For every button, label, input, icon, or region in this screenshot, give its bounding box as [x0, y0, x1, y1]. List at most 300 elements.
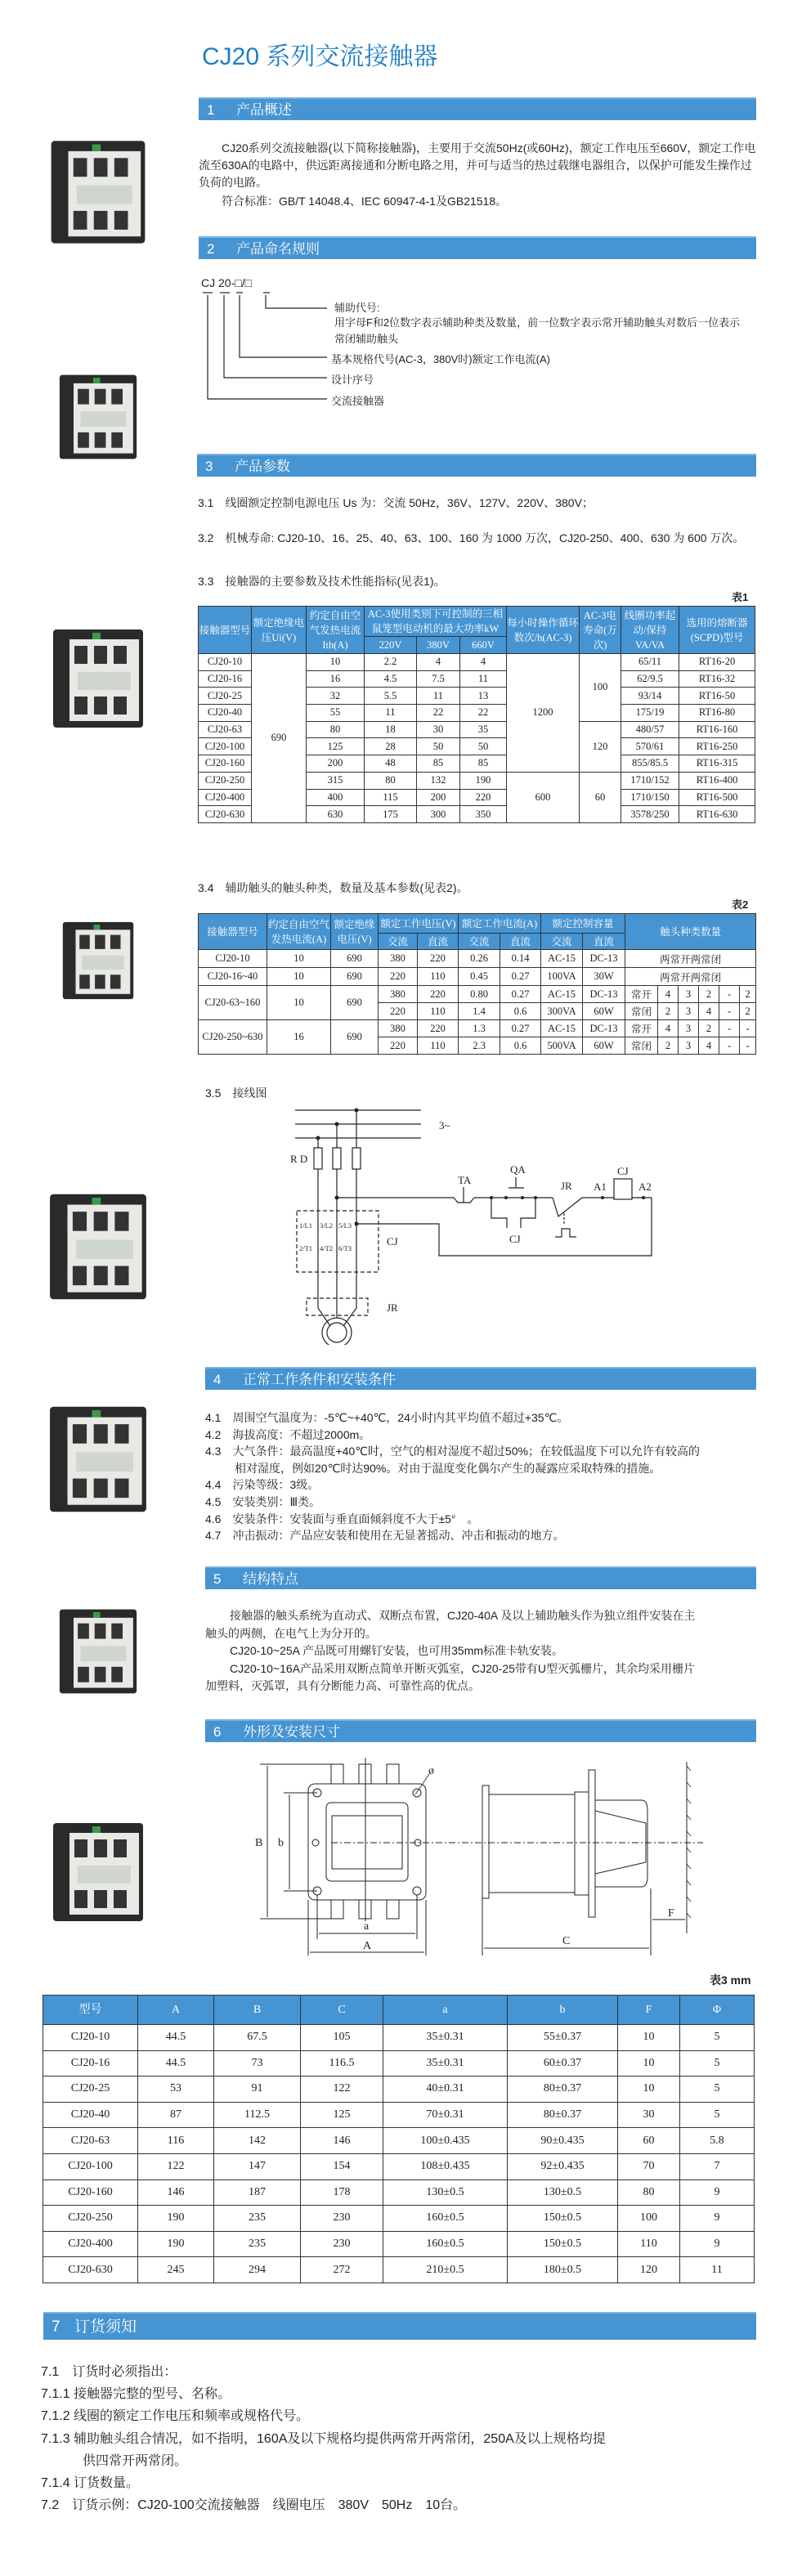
column-header: 额定绝缘电压(V)	[331, 914, 379, 950]
table-cell: 230	[301, 2206, 383, 2232]
table-cell: 30W	[583, 968, 625, 986]
table-cell: 9	[680, 2206, 755, 2232]
table-cell: CJ20-40	[199, 705, 252, 722]
table-cell: RT16-500	[679, 789, 755, 806]
naming-design: 设计序号	[331, 374, 374, 386]
table-cell: 690	[331, 950, 379, 968]
table-cell: CJ20-160	[199, 755, 252, 773]
table-cell: 1710/152	[621, 772, 679, 789]
table-cell: 0.6	[500, 1003, 541, 1020]
table-cell: 3	[679, 986, 699, 1003]
table-cell: 4.5	[365, 670, 417, 688]
section-title: 正常工作条件和安装条件	[243, 1372, 396, 1387]
column-header: 约定自由空气发热电流Ith(A)	[307, 607, 365, 654]
supply-label: 3~	[439, 1119, 450, 1131]
table-row	[199, 654, 755, 671]
table-cell: CJ20-10	[199, 654, 252, 671]
param-item: 3.5 接线图	[205, 1086, 267, 1100]
table-cell: 两常开两常闭	[625, 968, 756, 986]
product-photo	[41, 1815, 155, 1929]
table-cell: 146	[301, 2128, 383, 2154]
table-cell: 160±0.5	[383, 2206, 508, 2232]
naming-rating: 基本规格代号(AC-3，380V时)额定工作电流(A)	[331, 353, 550, 365]
table-cell: 570/61	[621, 738, 679, 755]
terminal-label: 2/T1	[299, 1244, 313, 1252]
column-header: 接触器型号	[199, 914, 267, 950]
table-cell: 178	[301, 2180, 383, 2206]
section-number: 7	[52, 2318, 60, 2336]
column-header: 线圈功率起动/保持VA/VA	[621, 607, 679, 654]
table-cell: 44.5	[138, 2025, 214, 2051]
model-code: CJ 20-□/□	[201, 276, 253, 289]
table-cell: 2.3	[459, 1037, 500, 1055]
table-cell: 1.4	[459, 1003, 500, 1020]
condition-item: 4.6 安装条件：安装面与垂直面倾斜度不大于±5° 。	[205, 1512, 479, 1525]
relay-box-label: JR	[387, 1301, 398, 1314]
column-header: 直流	[418, 934, 459, 950]
table-cell: 16	[307, 670, 365, 688]
structure-line: 触头的两侧，在电气上为分开的。	[205, 1626, 377, 1640]
table-cell: 122	[301, 2076, 383, 2103]
table-cell: 230	[301, 2231, 383, 2257]
table-cell: 690	[331, 986, 379, 1020]
table-cell: 190	[138, 2206, 214, 2232]
table-cell: 60	[618, 2128, 680, 2154]
table-cell: 690	[331, 1020, 379, 1055]
table-cell: 73	[214, 2050, 301, 2076]
dim-b: b	[278, 1837, 284, 1849]
table-cell: 0.27	[500, 986, 541, 1003]
table-cell: 22	[460, 705, 507, 722]
table-cell: 5.5	[365, 688, 417, 705]
table-cell: CJ20-16~40	[199, 968, 267, 986]
table-cell: CJ20-10	[43, 2025, 138, 2051]
terminal-label: 1/L1	[299, 1221, 313, 1230]
table-cell: 60	[580, 772, 621, 822]
column-header: 每小时操作循环数次/h(AC-3)	[507, 607, 580, 654]
table-cell: 150±0.5	[508, 2231, 618, 2257]
contactor-label: CJ	[387, 1235, 398, 1248]
table-cell: 0.45	[459, 968, 500, 986]
table-row	[43, 2231, 755, 2257]
table-cell: CJ20-160	[43, 2180, 138, 2206]
table-row	[43, 2206, 755, 2232]
table-cell: 92±0.435	[508, 2153, 618, 2180]
structure-line: 加塑料，灭弧罩，具有分断能力高、可靠性高的优点。	[205, 1679, 480, 1692]
table-cell: 294	[214, 2257, 301, 2283]
table-cell: 200	[417, 789, 460, 806]
table-cell: 85	[460, 755, 507, 773]
naming-type: 交流接触器	[331, 395, 385, 407]
ordering-item: 7.1.2 线圈的额定工作电压和频率或规格代号。	[41, 2409, 310, 2424]
table-cell: CJ20-400	[199, 789, 252, 806]
table-cell: RT16-315	[679, 755, 755, 773]
section-header-structure	[205, 1566, 756, 1589]
param-item: 3.4 辅助触头的触头种类，数量及基本参数(见表2)。	[198, 881, 468, 894]
condition-item: 4.3 大气条件：最高温度+40℃时，空气的相对湿度不超过50%；在较低温度下可以允许有较高的	[205, 1445, 700, 1458]
table-cell: 245	[138, 2257, 214, 2283]
table-cell: RT16-20	[679, 654, 755, 671]
product-photo	[41, 916, 155, 1006]
table-cell: 100	[580, 654, 621, 722]
section-header-overview	[199, 97, 756, 120]
section-title: 结构特点	[243, 1571, 298, 1587]
table-cell: CJ20-16	[43, 2050, 138, 2076]
table-cell: 80	[365, 772, 417, 789]
ordering-list	[41, 2361, 756, 2516]
section-title: 外形及安装尺寸	[243, 1724, 340, 1740]
table-cell: 2	[699, 1020, 719, 1037]
param-item: 3.1 线圈额定控制电源电压 Us 为：交流 50Hz，36V、127V、220V、380V；	[198, 496, 594, 509]
structure-line: 接触器的触头系统为直动式、双断点布置，CJ20-40A 及以上辅助触头作为独立组件安装在主	[230, 1609, 696, 1622]
relay-label: JR	[561, 1180, 572, 1192]
table-cell: CJ20-630	[199, 806, 252, 823]
table-cell: CJ20-25	[43, 2076, 138, 2103]
condition-item: 4.7 冲击振动：产品应安装和使用在无显著摇动、冲击和振动的地方。	[205, 1529, 565, 1543]
table-cell: 10	[267, 950, 331, 968]
table-cell: 0.26	[459, 950, 500, 968]
table-cell: 10	[307, 654, 365, 671]
wiring-diagram	[278, 1100, 662, 1345]
structure-text	[205, 1607, 756, 1696]
column-header: 额定工作电流(A)	[459, 914, 541, 934]
table-cell: 600	[507, 772, 580, 822]
table-row	[43, 2153, 755, 2180]
dim-C: C	[562, 1935, 571, 1947]
table-cell: 80±0.37	[508, 2076, 618, 2103]
table-cell: 142	[214, 2128, 301, 2154]
stop-button-label: TA	[458, 1174, 472, 1186]
column-header: 380V	[417, 637, 460, 654]
table-cell: 175/19	[621, 705, 679, 722]
table-cell: DC-13	[583, 950, 625, 968]
column-header: 额定工作电压(V)	[379, 914, 459, 934]
table-cell: 5	[680, 2050, 755, 2076]
table3-dimensions	[43, 1995, 755, 2283]
table-cell: 70±0.31	[383, 2102, 508, 2128]
table-cell: 125	[301, 2102, 383, 2128]
column-header: B	[214, 1996, 301, 2025]
table-cell: 187	[214, 2180, 301, 2206]
table-header-row	[199, 607, 755, 637]
table-cell: 60W	[583, 1003, 625, 1020]
table-cell: 5	[680, 2025, 755, 2051]
ordering-item: 7.2 订货示例：CJ20-100交流接触器 线圈电压 380V 50Hz 10台。	[41, 2498, 467, 2513]
condition-item: 4.5 安装类别：Ⅲ类。	[205, 1494, 321, 1508]
table-cell: 110	[418, 1003, 459, 1020]
ordering-item: 7.1.1 接触器完整的型号、名称。	[41, 2387, 231, 2402]
table-cell: CJ20-400	[43, 2231, 138, 2257]
table-cell: 2	[658, 1003, 679, 1020]
column-header: 660V	[460, 637, 507, 654]
table-cell: 190	[138, 2231, 214, 2257]
table-cell: CJ20-10	[199, 950, 267, 968]
table-cell: 11	[417, 688, 460, 705]
table-cell: 125	[307, 738, 365, 755]
product-photo	[41, 1398, 155, 1521]
table-cell: DC-13	[583, 986, 625, 1003]
naming-aux-desc: 常闭辅助触头	[334, 333, 399, 345]
column-header: b	[508, 1996, 618, 2025]
table-cell: 110	[418, 1037, 459, 1055]
table-cell: CJ20-100	[43, 2153, 138, 2180]
product-photo	[41, 368, 155, 466]
table-cell: 3578/250	[621, 806, 679, 823]
condition-item: 4.1 周围空气温度为：-5℃~+40℃，24小时内其平均值不超过+35℃。	[205, 1411, 569, 1424]
table-cell: 2	[658, 1037, 679, 1055]
dim-phi: ø	[428, 1765, 434, 1777]
table-cell: 146	[138, 2180, 214, 2206]
table-cell: 3	[679, 1003, 699, 1020]
table-cell: 70	[618, 2153, 680, 2180]
table-row	[199, 1020, 756, 1037]
section-number: 4	[213, 1372, 222, 1387]
page-title: CJ20 系列交流接触器	[202, 43, 438, 70]
table-cell: 180±0.5	[508, 2257, 618, 2283]
coil-label: CJ	[617, 1165, 629, 1177]
table-cell: RT16-630	[679, 806, 755, 823]
column-header: 约定自由空气发热电流(A)	[267, 914, 331, 950]
table-cell: CJ20-250~630	[199, 1020, 267, 1055]
table-row	[43, 2102, 755, 2128]
table-cell: CJ20-250	[43, 2206, 138, 2232]
table-cell: 350	[460, 806, 507, 823]
product-photo	[41, 1185, 155, 1308]
table-cell: 147	[214, 2153, 301, 2180]
table-cell: 160±0.5	[383, 2231, 508, 2257]
column-header: AC-3电寿命(万次)	[580, 607, 621, 654]
section-number: 5	[213, 1571, 222, 1587]
table-cell: 175	[365, 806, 417, 823]
table-cell: 132	[417, 772, 460, 789]
table-cell: 130±0.5	[508, 2180, 618, 2206]
table-cell: CJ20-16	[199, 670, 252, 688]
table-cell: 11	[680, 2257, 755, 2283]
coil-terminal-a2: A2	[638, 1180, 652, 1193]
table-row	[43, 2076, 755, 2103]
table-cell: 22	[417, 705, 460, 722]
table-cell: 0.27	[500, 968, 541, 986]
table-cell: 122	[138, 2153, 214, 2180]
table-cell: 2	[699, 986, 719, 1003]
section-header-naming	[199, 236, 756, 259]
table-cell: 50	[460, 738, 507, 755]
naming-aux-desc: 用字母F和2位数字表示辅助种类及数量，前一位数字表示常开辅助触头对数后一位表示	[334, 316, 741, 329]
table-cell: 4	[658, 1020, 679, 1037]
column-header: 交流	[379, 934, 418, 950]
column-header: 220V	[365, 637, 417, 654]
table-row	[199, 986, 756, 1003]
column-header: F	[618, 1996, 680, 2025]
table-cell: DC-13	[583, 1020, 625, 1037]
table-cell: 28	[365, 738, 417, 755]
table-cell: 300VA	[541, 1003, 583, 1020]
table-cell: CJ20-63	[199, 721, 252, 738]
column-header: 选用的熔断器(SCPD)型号	[679, 607, 755, 654]
section-header-params	[197, 454, 756, 477]
table-cell: 10	[267, 986, 331, 1020]
table-cell: 235	[214, 2206, 301, 2232]
table-cell: 235	[214, 2231, 301, 2257]
table-cell: 220	[418, 986, 459, 1003]
table-cell: 220	[379, 1037, 418, 1055]
start-button-label: QA	[510, 1163, 526, 1176]
table-cell: 35	[460, 721, 507, 738]
section-header-conditions	[205, 1367, 756, 1390]
section-title: 产品概述	[236, 102, 292, 118]
table-cell: 500VA	[541, 1037, 583, 1055]
table-cell: 120	[618, 2257, 680, 2283]
table-row	[43, 2180, 755, 2206]
table-row	[199, 968, 756, 986]
table-cell: AC-15	[541, 1020, 583, 1037]
table-cell: 0.80	[459, 986, 500, 1003]
table-cell: 690	[331, 968, 379, 986]
ordering-item: 供四常开两常闭。	[83, 2453, 188, 2468]
table-cell: 65/11	[621, 654, 679, 671]
table-cell: 44.5	[138, 2050, 214, 2076]
table-cell: 11	[460, 670, 507, 688]
table-cell: CJ20-250	[199, 772, 252, 789]
table-cell: CJ20-63~160	[199, 986, 267, 1020]
table-cell: RT16-250	[679, 738, 755, 755]
section-number: 3	[205, 459, 213, 474]
structure-line: CJ20-10~16A产品采用双断点简单开断灭弧室，CJ20-25带有U型灭弧栅片，其余均采用栅片	[230, 1661, 696, 1675]
table-cell: 2	[740, 986, 756, 1003]
table-cell: 16	[267, 1020, 331, 1055]
table-cell: 53	[138, 2076, 214, 2103]
table-cell: 116.5	[301, 2050, 383, 2076]
table-row	[43, 2050, 755, 2076]
table-cell: 272	[301, 2257, 383, 2283]
table-cell: 91	[214, 2076, 301, 2103]
table-row	[43, 2257, 755, 2283]
column-header: 交流	[459, 934, 500, 950]
section-title: 订货须知	[74, 2318, 137, 2336]
table-cell: 100	[618, 2206, 680, 2232]
table-cell: 7.5	[417, 670, 460, 688]
table-cell: 40±0.31	[383, 2076, 508, 2103]
table-cell: CJ20-63	[43, 2128, 138, 2154]
table-cell: CJ20-25	[199, 688, 252, 705]
table-cell: 220	[460, 789, 507, 806]
table-cell: 2.2	[365, 654, 417, 671]
section-title: 产品命名规则	[236, 241, 320, 257]
product-photo	[41, 621, 155, 736]
aux-contact-label: CJ	[509, 1233, 521, 1245]
table-cell: 两常开两常闭	[625, 950, 756, 968]
table-header-row	[43, 1996, 755, 2025]
section-header-ordering	[43, 2312, 756, 2340]
table-cell: 630	[307, 806, 365, 823]
table-cell: 380	[379, 950, 418, 968]
table-cell: 9	[680, 2180, 755, 2206]
table-cell: 380	[379, 986, 418, 1003]
table-cell: 154	[301, 2153, 383, 2180]
table-cell: 480/57	[621, 721, 679, 738]
table-cell: RT16-400	[679, 772, 755, 789]
table-cell: 1710/150	[621, 789, 679, 806]
dim-A: A	[363, 1940, 372, 1952]
naming-aux-label: 辅助代号:	[334, 302, 380, 314]
dim-B: B	[255, 1837, 263, 1849]
table-cell: 常闭	[625, 1037, 658, 1055]
table-cell: 50	[417, 738, 460, 755]
table-cell: 2	[740, 1003, 756, 1020]
table-cell: 315	[307, 772, 365, 789]
column-header: 额定控制容量	[541, 914, 625, 934]
table-cell: 60W	[583, 1037, 625, 1055]
table-cell: -	[719, 1037, 740, 1055]
table-cell: 150±0.5	[508, 2206, 618, 2232]
column-header: 直流	[500, 934, 541, 950]
table-cell: 220	[418, 1020, 459, 1037]
table-cell: 90±0.435	[508, 2128, 618, 2154]
table-cell: 62/9.5	[621, 670, 679, 688]
table-cell: 55±0.37	[508, 2025, 618, 2051]
table-cell: RT16-160	[679, 721, 755, 738]
conditions-list	[205, 1409, 756, 1544]
table-cell: 220	[418, 950, 459, 968]
table-cell: 10	[618, 2076, 680, 2103]
table1-caption: 表1	[732, 591, 749, 603]
table-cell: 5	[680, 2102, 755, 2128]
table-cell: 4	[699, 1003, 719, 1020]
terminal-label: 6/T3	[338, 1244, 352, 1252]
fuse-label: R D	[290, 1153, 308, 1165]
table-cell: 4	[460, 654, 507, 671]
section-number: 1	[207, 102, 215, 118]
table-cell: 1.3	[459, 1020, 500, 1037]
table-cell: -	[719, 1020, 740, 1037]
table-cell: -	[740, 1037, 756, 1055]
table-cell: 30	[618, 2102, 680, 2128]
table-cell: 5.8	[680, 2128, 755, 2154]
column-header: a	[383, 1996, 508, 2025]
ordering-item: 7.1.4 订货数量。	[41, 2476, 140, 2491]
table-cell: 32	[307, 688, 365, 705]
section-number: 6	[213, 1724, 222, 1740]
terminal-label: 5/L3	[338, 1221, 352, 1230]
section-title: 产品参数	[235, 459, 290, 474]
table-cell: 100±0.435	[383, 2128, 508, 2154]
table-cell: 87	[138, 2102, 214, 2128]
column-header: A	[138, 1996, 214, 2025]
table-cell: 200	[307, 755, 365, 773]
column-header: 型号	[43, 1996, 138, 2025]
table-cell: 80±0.37	[508, 2102, 618, 2128]
table-cell: 常开	[625, 1020, 658, 1037]
table-cell: 115	[365, 789, 417, 806]
table-row	[43, 2128, 755, 2154]
dimension-drawing	[245, 1758, 719, 1962]
table-cell: 855/85.5	[621, 755, 679, 773]
table-cell: 190	[460, 772, 507, 789]
product-photo	[41, 132, 155, 252]
table-row	[43, 2025, 755, 2051]
table-cell: 67.5	[214, 2025, 301, 2051]
table-cell: 220	[379, 1003, 418, 1020]
column-header: Φ	[680, 1996, 755, 2025]
table-cell: 105	[301, 2025, 383, 2051]
table-cell: 0.6	[500, 1037, 541, 1055]
table-cell: 11	[365, 705, 417, 722]
table-cell: 9	[680, 2231, 755, 2257]
terminal-label: 3/L2	[320, 1221, 334, 1230]
table-cell: 4	[417, 654, 460, 671]
table-cell: 5	[680, 2076, 755, 2103]
table-cell: 0.27	[500, 1020, 541, 1037]
